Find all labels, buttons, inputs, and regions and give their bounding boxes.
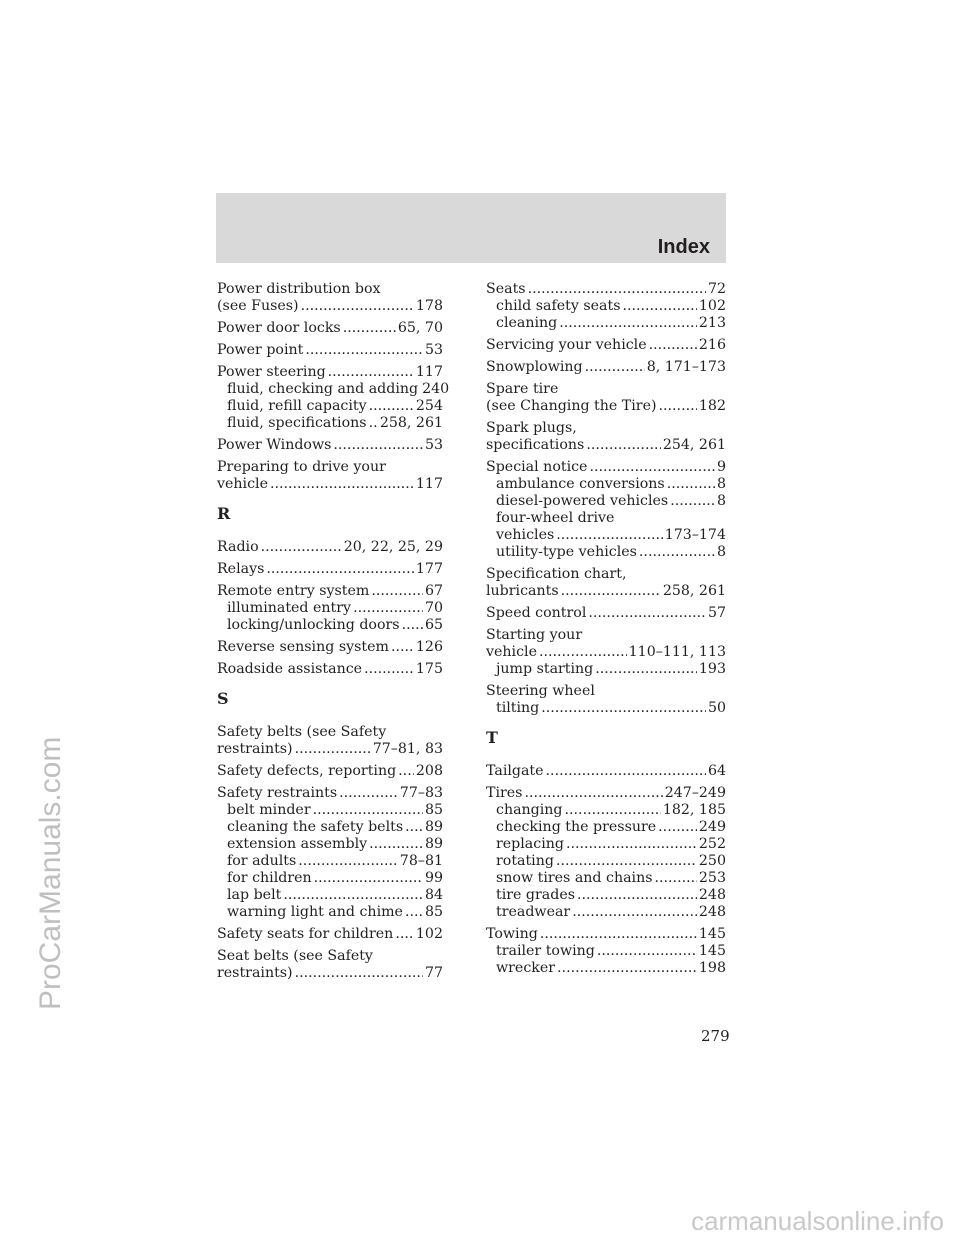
page-reference: 240: [422, 381, 450, 397]
index-entry: [486, 785, 726, 921]
dot-leader: [270, 476, 414, 493]
page-reference: 198: [698, 960, 726, 976]
page-reference: 182: [698, 398, 726, 414]
index-entry-line: [486, 420, 726, 437]
index-entry: [486, 281, 726, 332]
entry-text: Servicing your vehicle: [486, 337, 647, 353]
entry-text: ambulance conversions: [496, 476, 665, 492]
index-entry-line: [486, 683, 726, 700]
dot-leader: [283, 887, 423, 904]
page-reference: 177: [415, 561, 443, 577]
page-reference: 64: [707, 763, 726, 779]
dot-leader: [639, 544, 715, 561]
entry-text: for children: [227, 870, 312, 886]
index-entry: [217, 724, 443, 758]
index-entry-line: [486, 566, 726, 583]
entry-text: lubricants: [486, 583, 559, 599]
index-entry-line: [217, 948, 443, 965]
entry-text: Steering wheel: [486, 683, 595, 699]
dot-leader: [585, 359, 645, 376]
entry-text: rotating: [496, 853, 554, 869]
index-subentry-line: [217, 853, 443, 870]
index-entry: [217, 459, 443, 493]
entry-text: Power distribution box: [217, 281, 381, 297]
entry-text: lap belt: [227, 887, 282, 903]
index-entry-line: [217, 298, 443, 315]
page-reference: 57: [707, 605, 726, 621]
dot-leader: [395, 926, 414, 943]
entry-text: Power Windows: [217, 437, 332, 453]
page-reference: 117: [415, 364, 443, 380]
index-entry-line: [217, 342, 443, 359]
page-reference: 248: [698, 904, 726, 920]
index-subentry-line: [217, 887, 443, 904]
index-entry-line: [217, 539, 443, 556]
page-reference: 70: [424, 600, 443, 616]
entry-text: jump starting: [496, 661, 594, 677]
index-entry: [486, 763, 726, 780]
index-entry-line: [217, 437, 443, 454]
entry-text: Relays: [217, 561, 265, 577]
page-reference: 110–111, 113: [628, 644, 726, 660]
page-reference: 249: [698, 819, 726, 835]
index-subentry-line: [486, 960, 726, 977]
dot-leader: [343, 320, 396, 337]
index-entry-line: [486, 605, 726, 622]
entry-text: Snowplowing: [486, 359, 583, 375]
index-entry-line: [486, 763, 726, 780]
dot-leader: [539, 644, 627, 661]
page-reference: 20, 22, 25, 29: [343, 539, 443, 555]
index-entry-line: [217, 583, 443, 600]
index-entry: [217, 926, 443, 943]
index-subentry-line: [217, 870, 443, 887]
dot-leader: [398, 763, 414, 780]
index-entry-line: [486, 644, 726, 661]
page-reference: 258, 261: [662, 583, 726, 599]
page-reference: 85: [424, 802, 443, 818]
index-subentry-line: [486, 853, 726, 870]
entry-text: restraints): [217, 965, 293, 981]
entry-text: Power steering: [217, 364, 326, 380]
page-reference: 248: [698, 887, 726, 903]
page-reference: 258, 261: [379, 415, 443, 431]
page-reference: 53: [424, 342, 443, 358]
page-reference: 8, 171–173: [646, 359, 726, 375]
index-entry: [217, 539, 443, 556]
dot-leader: [328, 364, 414, 381]
side-watermark-text: ProCarManuals.com: [34, 736, 67, 1010]
index-entry-line: [217, 561, 443, 578]
dot-leader: [566, 836, 697, 853]
entry-text: locking/unlocking doors: [227, 617, 400, 633]
index-entry-line: [217, 741, 443, 758]
page-reference: 67: [424, 583, 443, 599]
side-watermark: [0, 0, 67, 1242]
entry-text: vehicle: [486, 644, 537, 660]
entry-text: Power point: [217, 342, 304, 358]
page-reference: 65, 70: [397, 320, 443, 336]
index-subentry-line: [217, 398, 443, 415]
entry-text: warning light and chime: [227, 904, 403, 920]
page-reference: 247–249: [664, 785, 726, 801]
index-entry: [217, 561, 443, 578]
dot-leader: [364, 661, 414, 678]
page-reference: 102: [698, 298, 726, 314]
index-subentry-line: [217, 836, 443, 853]
entry-text: Towing: [486, 926, 538, 942]
index-column-right: [486, 281, 726, 982]
entry-text: Spare tire: [486, 381, 559, 397]
entry-text: checking the pressure: [496, 819, 657, 835]
entry-text: belt minder: [227, 802, 311, 818]
index-subentry-line: [217, 802, 443, 819]
entry-text: for adults: [227, 853, 297, 869]
page-reference: 145: [698, 926, 726, 942]
dot-leader: [333, 437, 423, 454]
index-entry: [486, 337, 726, 354]
dot-leader: [528, 281, 706, 298]
index-entry-line: [217, 926, 443, 943]
dot-leader: [402, 617, 423, 634]
entry-text: Remote entry system: [217, 583, 370, 599]
entry-text: (see Changing the Tire): [486, 398, 657, 414]
index-subentry-line: [486, 887, 726, 904]
page-reference: 173–174: [664, 527, 726, 543]
entry-text: cleaning: [496, 315, 558, 331]
index-entry: [217, 785, 443, 921]
index-entry-line: [217, 965, 443, 982]
index-subentry-line: [486, 315, 726, 332]
dot-leader: [659, 398, 697, 415]
dot-leader: [556, 853, 697, 870]
dot-leader: [589, 459, 715, 476]
entry-text: vehicle: [217, 476, 268, 492]
page-reference: 8: [716, 476, 726, 492]
dot-leader: [369, 415, 378, 432]
page-reference: 65: [424, 617, 443, 633]
entry-text: fluid, refill capacity: [227, 398, 367, 414]
entry-text: Special notice: [486, 459, 588, 475]
page-reference: 85: [424, 904, 443, 920]
dot-leader: [622, 298, 696, 315]
dot-leader: [561, 583, 661, 600]
entry-text: tilting: [496, 700, 540, 716]
entry-text: (see Fuses): [217, 298, 299, 314]
dot-leader: [391, 639, 414, 656]
entry-text: Roadside assistance: [217, 661, 363, 677]
index-entry-line: [217, 661, 443, 678]
index-subentry-line: [217, 904, 443, 921]
section-letter: T: [486, 728, 498, 747]
entry-text: treadwear: [496, 904, 571, 920]
dot-leader: [405, 904, 423, 921]
entry-text: utility-type vehicles: [496, 544, 637, 560]
index-entry-line: [486, 398, 726, 415]
index-subentry-line: [217, 600, 443, 617]
entry-text: Safety seats for children: [217, 926, 394, 942]
entry-text: Preparing to drive your: [217, 459, 386, 475]
entry-text: Speed control: [486, 605, 587, 621]
page-reference: 77–83: [399, 785, 443, 801]
page-reference: 182, 185: [662, 802, 726, 818]
entry-text: diesel-powered vehicles: [496, 493, 669, 509]
entry-text: Radio: [217, 539, 259, 555]
entry-text: Tailgate: [486, 763, 544, 779]
dot-leader: [559, 315, 697, 332]
index-entry-line: [217, 724, 443, 741]
entry-text: Safety restraints: [217, 785, 338, 801]
entry-text: Specification chart,: [486, 566, 627, 582]
page-number: 279: [701, 1027, 730, 1045]
index-entry-line: [217, 639, 443, 656]
index-subentry-line: [486, 544, 726, 561]
index-entry-line: [217, 281, 443, 298]
entry-text: wrecker: [496, 960, 556, 976]
dot-leader: [586, 437, 661, 454]
dot-leader: [670, 493, 715, 510]
entry-text: trailer towing: [496, 943, 595, 959]
page-reference: 126: [415, 639, 443, 655]
dot-leader: [266, 561, 414, 578]
page-reference: 254: [415, 398, 443, 414]
entry-text: Spark plugs,: [486, 420, 577, 436]
dot-leader: [405, 819, 423, 836]
page-reference: 175: [415, 661, 443, 677]
index-entry-line: [486, 459, 726, 476]
entry-text: illuminated entry: [227, 600, 352, 616]
index-subentry-line: [486, 904, 726, 921]
index-subentry-line: [486, 527, 726, 544]
page-reference: 9: [716, 459, 726, 475]
index-subentry-line: [486, 476, 726, 493]
dot-leader: [371, 583, 423, 600]
dot-leader: [339, 785, 398, 802]
index-entry: [486, 566, 726, 600]
index-entry: [217, 948, 443, 982]
dot-leader: [556, 527, 662, 544]
page-reference: 8: [716, 493, 726, 509]
index-entry-line: [217, 763, 443, 780]
page-reference: 72: [707, 281, 726, 297]
index-subentry-line: [486, 943, 726, 960]
entry-text: Tires: [486, 785, 523, 801]
dot-leader: [577, 887, 697, 904]
index-subentry-line: [486, 870, 726, 887]
page-reference: 89: [424, 819, 443, 835]
page-reference: 77: [424, 965, 443, 981]
index-entry-line: [486, 381, 726, 398]
index-entry: [217, 320, 443, 337]
page-reference: 216: [698, 337, 726, 353]
page-reference: 252: [698, 836, 726, 852]
index-subentry-line: [486, 700, 726, 717]
page-reference: 145: [698, 943, 726, 959]
entry-text: Safety defects, reporting: [217, 763, 397, 779]
index-subentry-line: [486, 493, 726, 510]
index-entry: [486, 420, 726, 454]
dot-leader: [557, 960, 697, 977]
entry-text: changing: [496, 802, 563, 818]
entry-text: Seats: [486, 281, 526, 297]
entry-text: Safety belts (see Safety: [217, 724, 387, 740]
index-entry-line: [486, 359, 726, 376]
entry-text: vehicles: [496, 527, 555, 543]
page-reference: 89: [424, 836, 443, 852]
index-entry-line: [486, 437, 726, 454]
page-reference: 53: [424, 437, 443, 453]
index-subentry-line: [486, 836, 726, 853]
page-reference: 250: [698, 853, 726, 869]
entry-text: specifications: [486, 437, 585, 453]
entry-text: Seat belts (see Safety: [217, 948, 373, 964]
index-entry-line: [486, 583, 726, 600]
page-reference: 208: [415, 763, 443, 779]
entry-text: fluid, specifications: [227, 415, 367, 431]
index-subentry-line: [486, 661, 726, 678]
index-entry-line: [217, 320, 443, 337]
index-entry-line: [486, 337, 726, 354]
dot-leader: [261, 539, 342, 556]
dot-leader: [353, 600, 423, 617]
page-reference: 102: [415, 926, 443, 942]
dot-leader: [649, 337, 697, 354]
index-subentry-line: [486, 819, 726, 836]
dot-leader: [524, 785, 662, 802]
header-band: [216, 193, 726, 263]
entry-text: fluid, checking and adding: [227, 381, 419, 397]
dot-leader: [301, 298, 414, 315]
index-subentry-line: [486, 510, 726, 527]
index-subentry-line: [217, 617, 443, 634]
dot-leader: [295, 965, 423, 982]
page-reference: 77–81, 83: [372, 741, 443, 757]
dot-leader: [597, 943, 697, 960]
entry-text: child safety seats: [496, 298, 621, 314]
index-entry: [486, 381, 726, 415]
page-reference: 193: [698, 661, 726, 677]
dot-leader: [565, 802, 661, 819]
entry-text: four-wheel drive: [496, 510, 615, 526]
index-entry-line: [217, 364, 443, 381]
dot-leader: [588, 605, 706, 622]
section-letter: S: [217, 689, 229, 708]
index-entry: [217, 364, 450, 432]
dot-leader: [655, 870, 697, 887]
dot-leader: [595, 661, 697, 678]
page-reference: 178: [415, 298, 443, 314]
index-entry: [486, 627, 726, 678]
bottom-watermark: carmanualsonline.info: [691, 1206, 944, 1236]
dot-leader: [298, 853, 398, 870]
dot-leader: [295, 741, 371, 758]
index-entry: [486, 605, 726, 622]
index-entry-line: [486, 926, 726, 943]
section-letter: R: [217, 504, 231, 523]
page-reference: 253: [698, 870, 726, 886]
entry-text: snow tires and chains: [496, 870, 653, 886]
index-entry: [217, 763, 443, 780]
index-entry: [486, 683, 726, 717]
index-entry: [486, 359, 726, 376]
entry-text: restraints): [217, 741, 293, 757]
entry-text: Power door locks: [217, 320, 341, 336]
dot-leader: [541, 700, 706, 717]
index-entry: [217, 281, 443, 315]
index-entry-line: [217, 476, 443, 493]
index-subentry-line: [217, 819, 443, 836]
dot-leader: [313, 802, 423, 819]
entry-text: replacing: [496, 836, 564, 852]
index-entry: [486, 459, 726, 561]
page-title: Index: [657, 236, 710, 258]
page-reference: 254, 261: [662, 437, 726, 453]
page-reference: 8: [716, 544, 726, 560]
index-subentry-line: [486, 298, 726, 315]
dot-leader: [540, 926, 697, 943]
entry-text: Reverse sensing system: [217, 639, 389, 655]
page-reference: 78–81: [399, 853, 443, 869]
entry-text: extension assembly: [227, 836, 368, 852]
entry-text: Starting your: [486, 627, 583, 643]
dot-leader: [305, 342, 423, 359]
index-column-left: [217, 281, 450, 987]
index-entry-line: [217, 459, 443, 476]
index-subentry-line: [217, 381, 450, 398]
dot-leader: [572, 904, 697, 921]
index-entry: [217, 342, 443, 359]
index-entry-line: [486, 627, 726, 644]
entry-text: cleaning the safety belts: [227, 819, 404, 835]
index-entry: [217, 437, 443, 454]
page-reference: 117: [415, 476, 443, 492]
page-reference: 213: [698, 315, 726, 331]
dot-leader: [369, 398, 414, 415]
index-entry: [217, 639, 443, 656]
index-entry-line: [217, 785, 443, 802]
page-reference: 50: [707, 700, 726, 716]
page-reference: 99: [424, 870, 443, 886]
page-reference: 84: [424, 887, 443, 903]
index-entry: [217, 661, 443, 678]
index-entry-line: [486, 281, 726, 298]
index-entry: [486, 926, 726, 977]
dot-leader: [546, 763, 706, 780]
dot-leader: [369, 836, 423, 853]
index-entry-line: [486, 785, 726, 802]
index-subentry-line: [486, 802, 726, 819]
index-subentry-line: [217, 415, 443, 432]
dot-leader: [314, 870, 423, 887]
dot-leader: [658, 819, 697, 836]
dot-leader: [667, 476, 715, 493]
entry-text: tire grades: [496, 887, 576, 903]
index-entry: [217, 583, 443, 634]
